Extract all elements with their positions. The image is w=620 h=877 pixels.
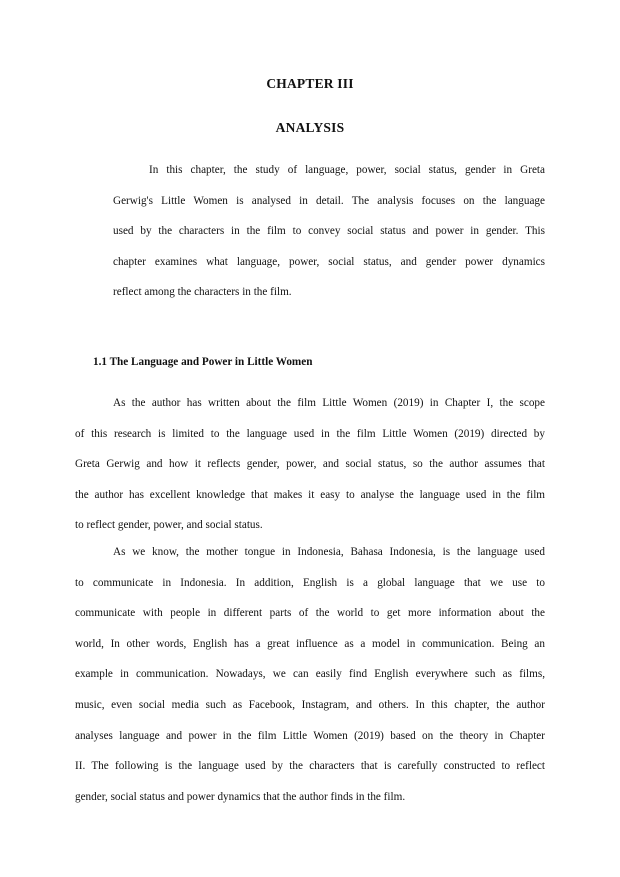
intro-line: used by the characters in the film to convey social status and power in gender. This <box>113 225 545 238</box>
paragraph-line: the author has excellent knowledge that makes it easy to analyse the language used in the film <box>75 488 545 501</box>
paragraph-line: of this research is limited to the language used in the film Little Women (2019) directed by <box>75 427 545 440</box>
paragraph-line: to communicate in Indonesia. In addition, English is a global language that we use to <box>75 576 545 589</box>
paragraph-line: world, In other words, English has a great influence as a model in communication. Being an <box>75 637 545 650</box>
paragraph-line: II. The following is the language used by the characters that is carefully constructed to reflect <box>75 760 545 773</box>
paragraph-line: communicate with people in different parts of the world to get more information about the <box>75 607 545 620</box>
chapter-title: CHAPTER III <box>266 76 354 91</box>
paragraph-line: As we know, the mother tongue in Indonesia, Bahasa Indonesia, is the language used <box>113 546 545 558</box>
paragraph-line: analyses language and power in the film Little Women (2019) based on the theory in Chapter <box>75 729 545 742</box>
body-paragraph-2 <box>75 537 545 812</box>
paragraph-line: Greta Gerwig and how it reflects gender, power, and social status, so the author assumes that <box>75 458 545 471</box>
intro-line: Gerwig's Little Women is analysed in detail. The analysis focuses on the language <box>113 194 545 207</box>
paragraph-line: example in communication. Nowadays, we can easily find English everywhere such as films, <box>75 668 545 681</box>
intro-line: In this chapter, the study of language, power, social status, gender in Greta <box>149 164 545 176</box>
intro-paragraph <box>113 155 545 308</box>
intro-line: reflect among the characters in the film. <box>113 286 292 299</box>
body-paragraph-1 <box>75 388 545 541</box>
section-heading: 1.1 The Language and Power in Little Women <box>93 356 313 368</box>
intro-line: chapter examines what language, power, social status, and gender power dynamics <box>113 255 545 268</box>
chapter-subtitle: ANALYSIS <box>275 120 345 135</box>
paragraph-line: As the author has written about the film Little Women (2019) in Chapter I, the scope <box>113 397 545 409</box>
paragraph-line: music, even social media such as Facebook, Instagram, and others. In this chapter, the author <box>75 698 545 711</box>
paragraph-line: gender, social status and power dynamics that the author finds in the film. <box>75 790 406 803</box>
paragraph-line: to reflect gender, power, and social status. <box>75 519 263 532</box>
